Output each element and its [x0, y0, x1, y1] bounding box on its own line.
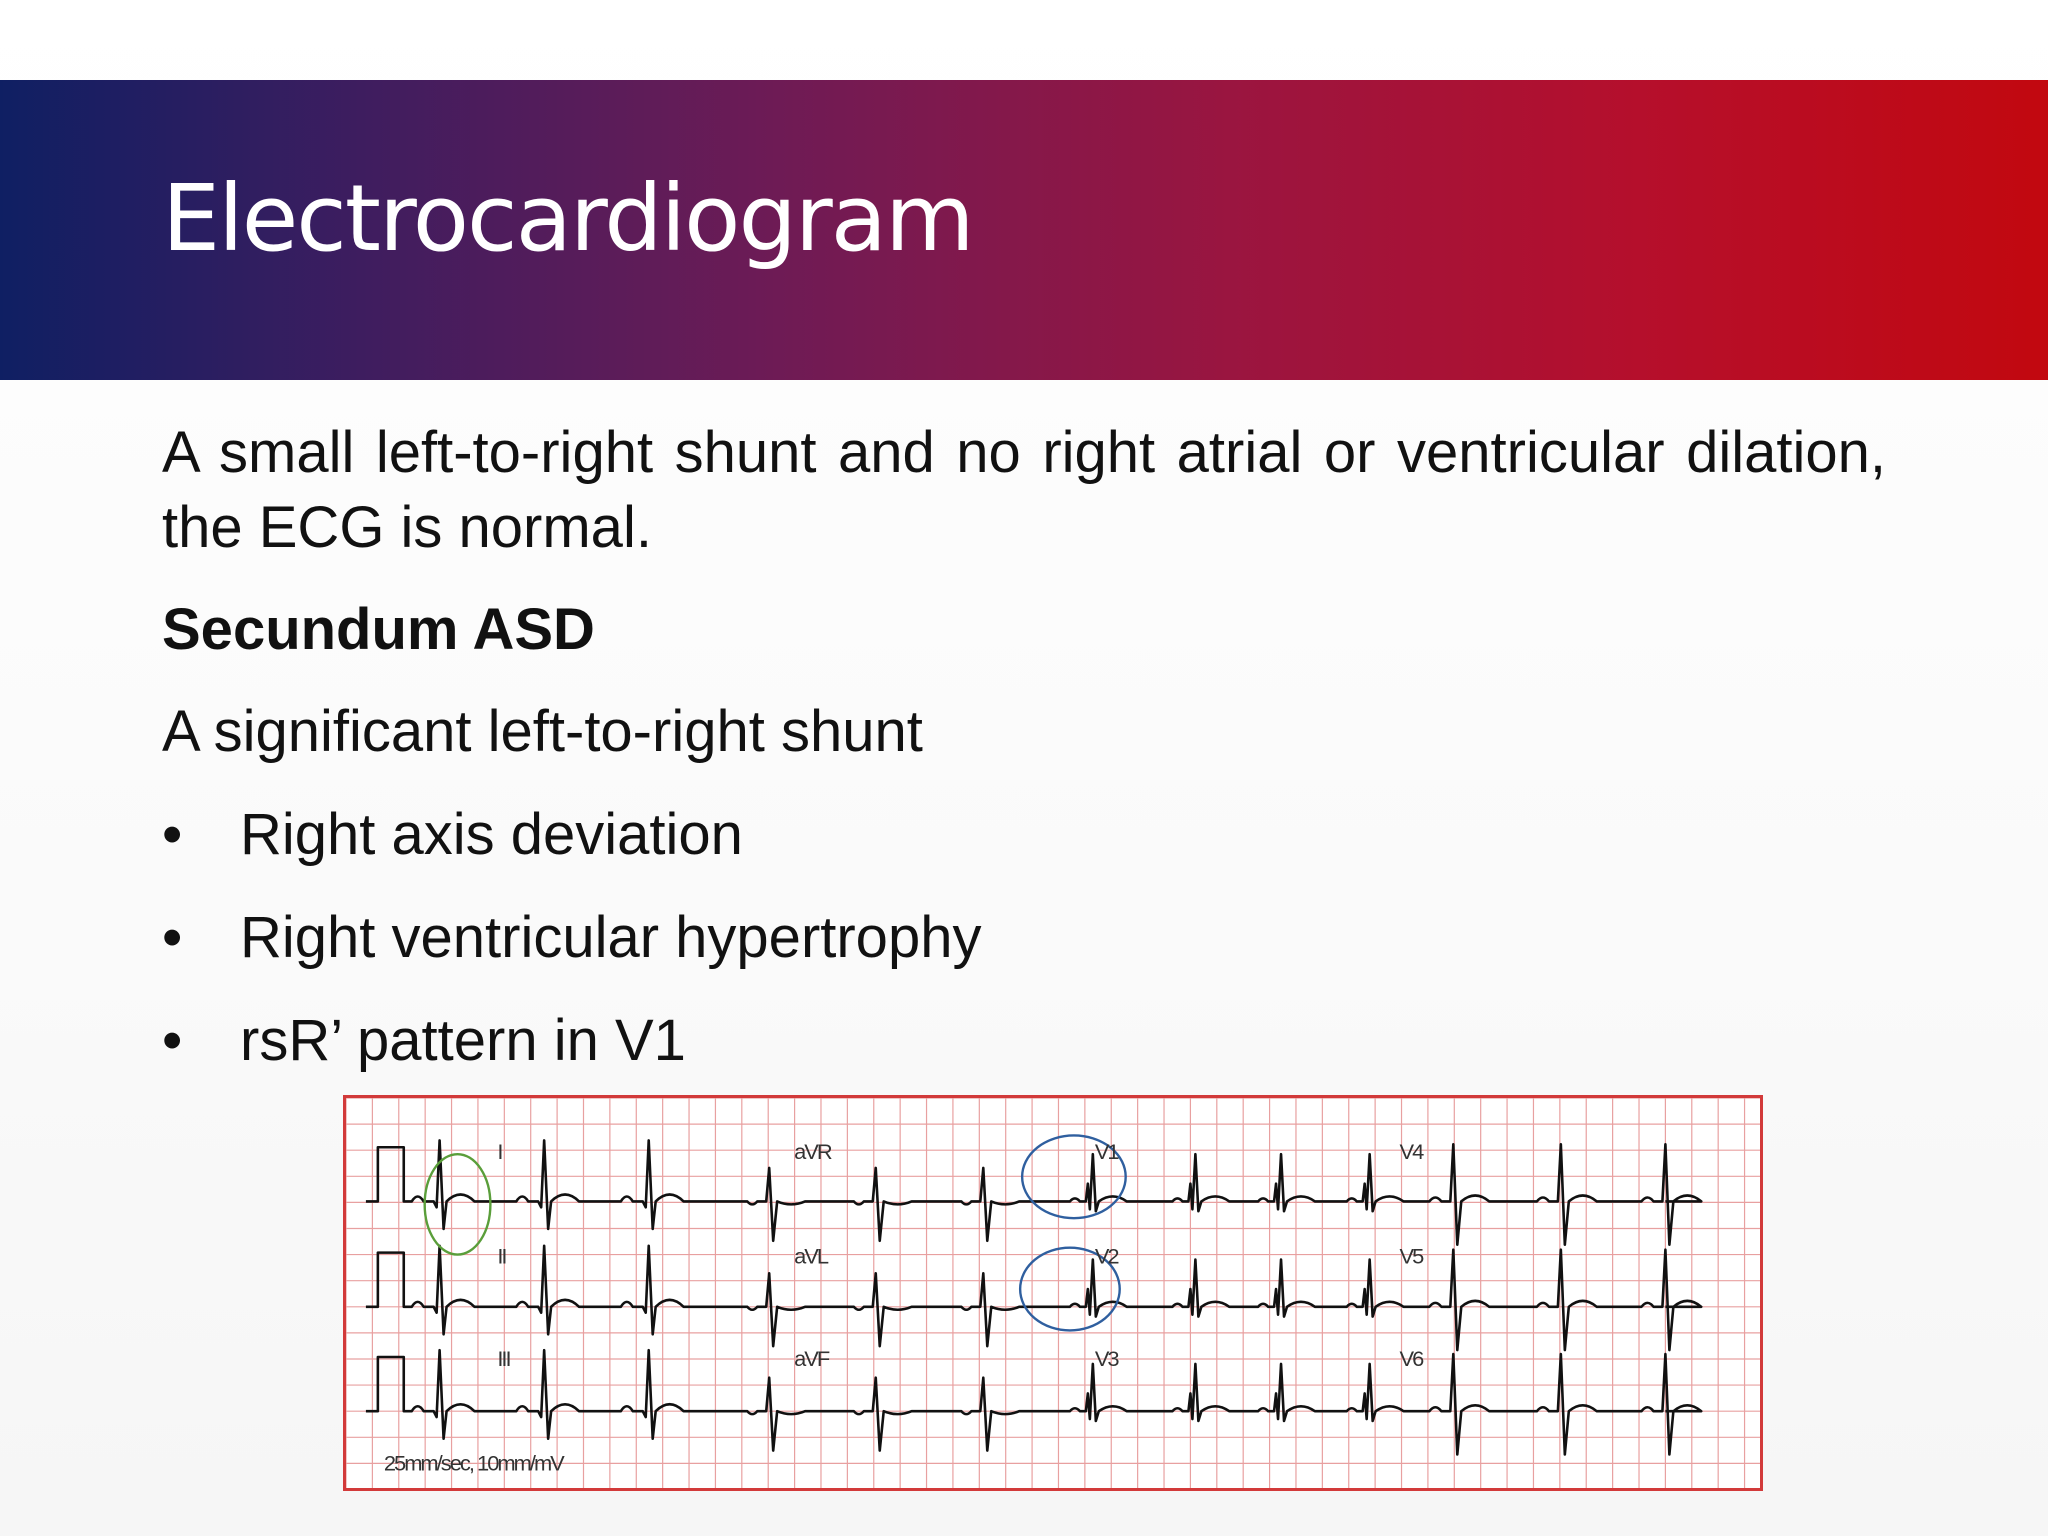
ecg-lead-label: V5 — [1399, 1243, 1423, 1269]
ecg-lead-label: II — [497, 1243, 506, 1269]
bullet-icon: • — [162, 905, 183, 970]
ecg-grid — [346, 1098, 1760, 1488]
shunt-paragraph: A significant left-to-right shunt — [162, 699, 923, 764]
intro-paragraph: A small left-to-right shunt and no right atrial or ventricular dilation, the ECG is normal. — [162, 420, 1886, 560]
ecg-lead-label: aVR — [794, 1139, 831, 1165]
ecg-trace — [366, 1350, 1701, 1454]
bullet-icon: • — [162, 802, 183, 867]
ecg-lead-label: III — [497, 1345, 510, 1371]
ecg-lead-label: V1 — [1094, 1139, 1118, 1165]
ecg-lead-label: aVL — [794, 1243, 828, 1269]
slide-title: Electrocardiogram — [162, 165, 973, 272]
subheading: Secundum ASD — [162, 597, 595, 662]
bullet-icon: • — [162, 1008, 183, 1073]
ecg-trace — [366, 1140, 1701, 1244]
ecg-lead-label: V6 — [1399, 1345, 1423, 1371]
ecg-lead-label: V4 — [1399, 1139, 1423, 1165]
ecg-traces — [366, 1140, 1701, 1454]
bullet-label: Right axis deviation — [240, 802, 743, 867]
ecg-tracing-image — [343, 1095, 1763, 1491]
ecg-svg — [346, 1098, 1760, 1488]
ecg-lead-label: I — [497, 1139, 502, 1165]
bullet-label: Right ventricular hypertrophy — [240, 905, 982, 970]
ecg-lead-label: V2 — [1094, 1243, 1118, 1269]
ecg-lead-label: V3 — [1094, 1345, 1118, 1371]
ecg-calibration-text: 25mm/sec, 10mm/mV — [383, 1450, 563, 1476]
ecg-lead-label: aVF — [794, 1345, 829, 1371]
bullet-label: rsR’ pattern in V1 — [240, 1008, 686, 1073]
